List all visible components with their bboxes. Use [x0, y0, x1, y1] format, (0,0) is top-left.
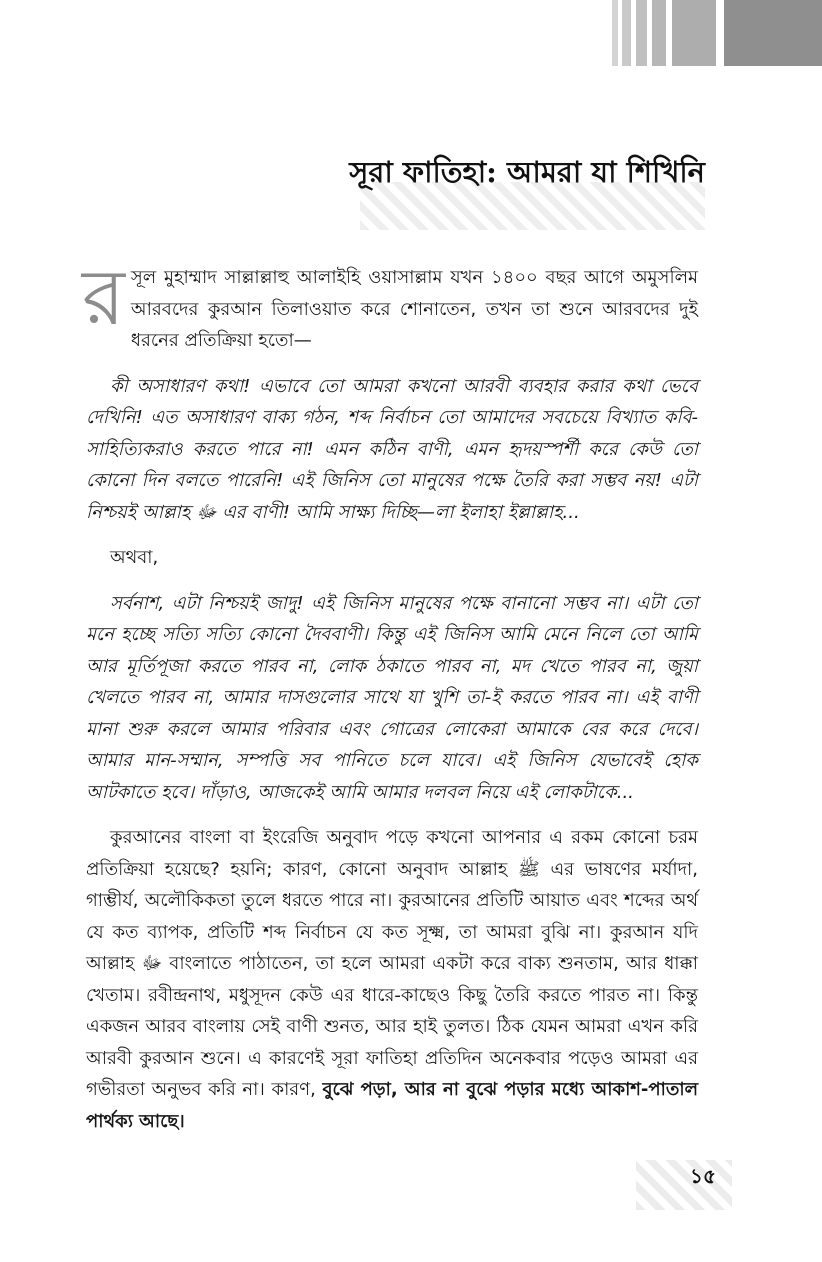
closing-emphasis: বুঝে পড়া, আর না বুঝে পড়ার মধ্যে আকাশ-পাতাল পার্থক্য আছে।	[86, 1079, 698, 1132]
page-number-block	[636, 1150, 732, 1214]
decor-bar	[622, 0, 631, 66]
quote-reaction-2: সর্বনাশ, এটা নিশ্চয়ই জাদু! এই জিনিস মানুষের পক্ষে বানানো সম্ভব না। এটা তো মনে হচ্ছে সত্যি সত্যি কোনো দৈববাণী। কিন্তু এই জিনিস আমি মেনে নিলে তো আমি আর মূর্তিপূজা করতে পারব না, লোক ঠকাতে পারব না, মদ খেতে পারব না, জুয়া খেলতে পারব না, আমার দাসগুলোর সাথে যা খুশি তা-ই করতে পারব না। এই বাণী মানা শুরু করলে আমার পরিবার এবং গোত্রের লোকেরা আমাকে বের করে দেবে। আমার মান-সম্মান, সম্পত্তি সব পানিতে চলে যাবে। এই জিনিস যেভাবেই হোক আটকাতে হবে। দাঁড়াও, আজকেই আমি আমার দলবল নিয়ে এই লোকটাকে...	[86, 592, 698, 803]
page-number-hatch	[636, 1160, 732, 1210]
header-decoration-bars	[612, 0, 822, 66]
quote-reaction-1: কী অসাধারণ কথা! এভাবে তো আমরা কখনো আরবী ব্যবহার করার কথা ভেবে দেখিনি! এত অসাধারণ বাক্য গঠন, শব্দ নির্বাচন তো আমাদের সবচেয়ে বিখ্যাত কবি-সাহিত্যিকরাও করতে পারে না! এমন কঠিন বাণী, এমন হৃদয়স্পর্শী করে কেউ তো কোনো দিন বলতে পারেনি! এই জিনিস তো মানুষের পক্ষে তৈরি করা সম্ভব নয়! এটা নিশ্চয়ই আল্লাহ ﷻ এর বাণী! আমি সাক্ষ্য দিচ্ছি—লা ইলাহা ইল্লাল্লাহ...	[86, 375, 698, 523]
page-body	[82, 253, 698, 1151]
closing-paragraph	[86, 822, 698, 1137]
decor-bar	[636, 0, 647, 66]
or-paragraph: অথবা,	[110, 547, 159, 568]
closing-text: কুরআনের বাংলা বা ইংরেজি অনুবাদ পড়ে কখনো আপনার এ রকম কোনো চরম প্রতিক্রিয়া হয়েছে? হয়নি; কারণ, কোনো অনুবাদ আল্লাহ ﷺ এর ভাষণের মর্যাদা, গাম্ভীর্য, অলৌকিকতা তুলে ধরতে পারে না। কুরআনের প্রতিটি আয়াত এবং শব্দের অর্থ যে কত ব্যাপক, প্রতিটি শব্দ নির্বাচন যে কত সূক্ষ্ম, তা আমরা বুঝি না। কুরআন যদি আল্লাহ ﷻ বাংলাতে পাঠাতেন, তা হলে আমরা একটা করে বাক্য শুনতাম, আর ধাক্কা খেতাম। রবীন্দ্রনাথ, মধুসূদন কেউ এর ধারে-কাছেও কিছু তৈরি করতে পারত না। কিন্তু একজন আরব বাংলায় সেই বাণী শুনত, আর হাই তুলত। ঠিক যেমন আমরা এখন করি আরবী কুরআন শুনে। এ কারণেই সূরা ফাতিহা প্রতিদিন অনেকবার পড়েও আমরা এর গভীরতা অনুভব করি না। কারণ,	[86, 827, 698, 1100]
intro-text: সূল মুহাম্মাদ সাল্লাল্লাহু আলাইহি ওয়াসাল্লাম যখন ১৪০০ বছর আগে অমুসলিম আরবদের কুরআন তিলাওয়াত করে শোনাতেন, তখন তা শুনে আরবদের দুই ধরনের প্রতিক্রিয়া হতো—	[130, 267, 698, 351]
decor-bar	[672, 0, 716, 66]
decor-bar	[724, 0, 822, 66]
decor-bar	[612, 0, 618, 66]
chapter-title: সূরা ফাতিহা: আমরা যা শিখিনি	[349, 155, 705, 189]
decor-bar	[652, 0, 666, 66]
chapter-title-block	[349, 140, 705, 232]
page-number: ১৫	[690, 1164, 716, 1188]
drop-cap: র	[82, 253, 125, 343]
intro-paragraph	[82, 253, 698, 357]
